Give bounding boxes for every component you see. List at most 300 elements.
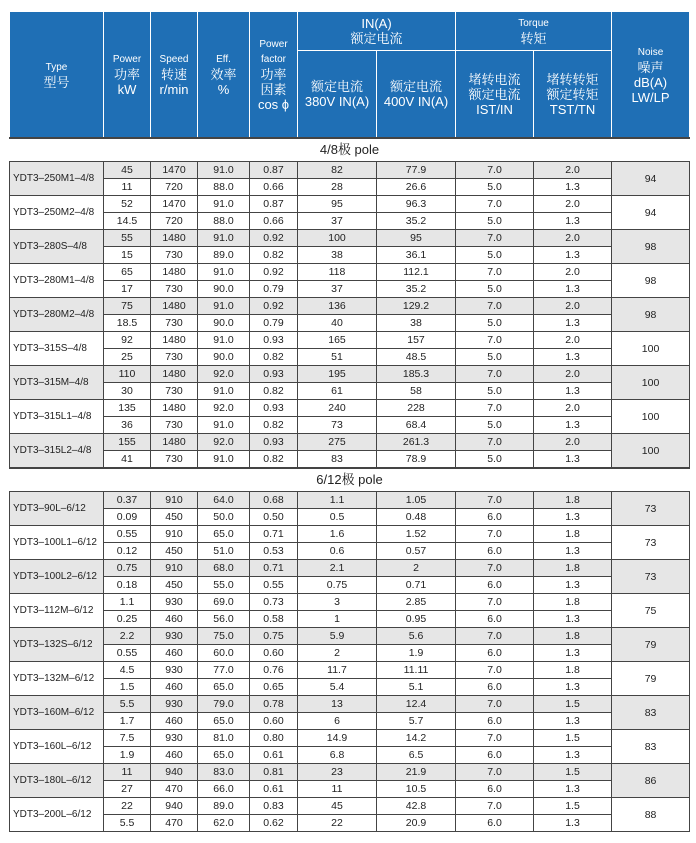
- power-factor-cell: 0.92: [250, 298, 298, 315]
- efficiency-cell: 92.0: [198, 400, 250, 417]
- power-factor-cell: 0.82: [250, 417, 298, 434]
- current-400v-cell: 2: [377, 560, 456, 577]
- speed-cell: 1480: [151, 264, 198, 281]
- current-380v-cell: 5.9: [298, 628, 377, 645]
- efficiency-cell: 91.0: [198, 417, 250, 434]
- current-380v-cell: 40: [298, 315, 377, 332]
- speed-cell: 1480: [151, 434, 198, 451]
- efficiency-cell: 91.0: [198, 332, 250, 349]
- tst-ratio-cell: 1.3: [534, 451, 612, 469]
- tst-ratio-cell: 2.0: [534, 298, 612, 315]
- power-cell: 0.75: [104, 560, 151, 577]
- header-rated-current: IN(A) 额定电流: [298, 12, 456, 51]
- tst-ratio-cell: 1.3: [534, 281, 612, 298]
- table-row: [10, 543, 690, 560]
- table-row: [10, 383, 690, 400]
- power-cell: 5.5: [104, 696, 151, 713]
- efficiency-cell: 91.0: [198, 298, 250, 315]
- tst-ratio-cell: 1.8: [534, 492, 612, 509]
- speed-cell: 930: [151, 730, 198, 747]
- power-factor-cell: 0.61: [250, 747, 298, 764]
- speed-cell: 930: [151, 628, 198, 645]
- current-380v-cell: 100: [298, 230, 377, 247]
- tst-ratio-cell: 1.3: [534, 179, 612, 196]
- noise-cell: 98: [612, 264, 690, 298]
- table-row: [10, 611, 690, 628]
- current-380v-cell: 45: [298, 798, 377, 815]
- tst-ratio-cell: 1.3: [534, 417, 612, 434]
- tst-ratio-cell: 1.8: [534, 526, 612, 543]
- model-type: YDT3–180L–6/12: [10, 764, 104, 798]
- efficiency-cell: 90.0: [198, 315, 250, 332]
- table-row: [10, 451, 690, 469]
- model-type: YDT3–160L–6/12: [10, 730, 104, 764]
- power-factor-cell: 0.82: [250, 383, 298, 400]
- table-row: [10, 662, 690, 679]
- current-400v-cell: 96.3: [377, 196, 456, 213]
- current-380v-cell: 118: [298, 264, 377, 281]
- power-factor-cell: 0.79: [250, 315, 298, 332]
- speed-cell: 940: [151, 764, 198, 781]
- power-cell: 41: [104, 451, 151, 469]
- ist-ratio-cell: 7.0: [456, 332, 534, 349]
- noise-cell: 94: [612, 196, 690, 230]
- current-380v-cell: 136: [298, 298, 377, 315]
- model-type: YDT3–132M–6/12: [10, 662, 104, 696]
- speed-cell: 930: [151, 662, 198, 679]
- current-380v-cell: 5.4: [298, 679, 377, 696]
- noise-cell: 100: [612, 366, 690, 400]
- power-cell: 18.5: [104, 315, 151, 332]
- tst-ratio-cell: 2.0: [534, 230, 612, 247]
- header-locked-torque-ratio: 堵转转矩 额定转矩 TST/TN: [534, 51, 612, 139]
- current-380v-cell: 195: [298, 366, 377, 383]
- speed-cell: 1470: [151, 196, 198, 213]
- ist-ratio-cell: 6.0: [456, 815, 534, 832]
- motor-spec-sheet: [9, 11, 689, 832]
- current-380v-cell: 1.6: [298, 526, 377, 543]
- current-380v-cell: 1: [298, 611, 377, 628]
- tst-ratio-cell: 2.0: [534, 162, 612, 179]
- power-cell: 0.25: [104, 611, 151, 628]
- tst-ratio-cell: 2.0: [534, 196, 612, 213]
- power-factor-cell: 0.87: [250, 162, 298, 179]
- power-factor-cell: 0.60: [250, 645, 298, 662]
- power-factor-cell: 0.62: [250, 815, 298, 832]
- ist-ratio-cell: 6.0: [456, 509, 534, 526]
- power-cell: 5.5: [104, 815, 151, 832]
- table-row: [10, 747, 690, 764]
- table-row: [10, 247, 690, 264]
- efficiency-cell: 65.0: [198, 679, 250, 696]
- tst-ratio-cell: 1.8: [534, 594, 612, 611]
- power-factor-cell: 0.92: [250, 230, 298, 247]
- current-380v-cell: 3: [298, 594, 377, 611]
- current-380v-cell: 6: [298, 713, 377, 730]
- tst-ratio-cell: 1.3: [534, 509, 612, 526]
- current-400v-cell: 48.5: [377, 349, 456, 366]
- noise-cell: 83: [612, 730, 690, 764]
- current-380v-cell: 82: [298, 162, 377, 179]
- noise-cell: 100: [612, 400, 690, 434]
- current-400v-cell: 12.4: [377, 696, 456, 713]
- tst-ratio-cell: 1.8: [534, 662, 612, 679]
- current-400v-cell: 14.2: [377, 730, 456, 747]
- current-380v-cell: 37: [298, 213, 377, 230]
- current-380v-cell: 61: [298, 383, 377, 400]
- efficiency-cell: 62.0: [198, 815, 250, 832]
- section-header-row: [10, 468, 690, 492]
- table-row: [10, 764, 690, 781]
- power-factor-cell: 0.58: [250, 611, 298, 628]
- power-cell: 14.5: [104, 213, 151, 230]
- current-380v-cell: 95: [298, 196, 377, 213]
- current-400v-cell: 1.05: [377, 492, 456, 509]
- noise-cell: 73: [612, 492, 690, 526]
- efficiency-cell: 88.0: [198, 179, 250, 196]
- speed-cell: 1480: [151, 366, 198, 383]
- table-row: [10, 526, 690, 543]
- efficiency-cell: 56.0: [198, 611, 250, 628]
- speed-cell: 910: [151, 526, 198, 543]
- current-400v-cell: 58: [377, 383, 456, 400]
- ist-ratio-cell: 7.0: [456, 662, 534, 679]
- header-torque: Torque 转矩: [456, 12, 612, 51]
- power-cell: 155: [104, 434, 151, 451]
- current-380v-cell: 2.1: [298, 560, 377, 577]
- efficiency-cell: 91.0: [198, 451, 250, 469]
- power-cell: 36: [104, 417, 151, 434]
- power-cell: 92: [104, 332, 151, 349]
- current-400v-cell: 157: [377, 332, 456, 349]
- speed-cell: 460: [151, 611, 198, 628]
- noise-cell: 79: [612, 628, 690, 662]
- current-400v-cell: 228: [377, 400, 456, 417]
- power-cell: 11: [104, 764, 151, 781]
- current-380v-cell: 38: [298, 247, 377, 264]
- table-row: [10, 815, 690, 832]
- power-factor-cell: 0.71: [250, 526, 298, 543]
- speed-cell: 730: [151, 383, 198, 400]
- motor-spec-table: [9, 11, 690, 832]
- efficiency-cell: 50.0: [198, 509, 250, 526]
- current-380v-cell: 37: [298, 281, 377, 298]
- noise-cell: 75: [612, 594, 690, 628]
- speed-cell: 1480: [151, 230, 198, 247]
- tst-ratio-cell: 1.5: [534, 696, 612, 713]
- power-factor-cell: 0.75: [250, 628, 298, 645]
- tst-ratio-cell: 1.3: [534, 543, 612, 560]
- model-type: YDT3–200L–6/12: [10, 798, 104, 832]
- speed-cell: 730: [151, 281, 198, 298]
- power-cell: 1.5: [104, 679, 151, 696]
- power-factor-cell: 0.50: [250, 509, 298, 526]
- model-type: YDT3–315L2–4/8: [10, 434, 104, 469]
- current-380v-cell: 6.8: [298, 747, 377, 764]
- header-current-400v: 额定电流 400V IN(A): [377, 51, 456, 139]
- ist-ratio-cell: 7.0: [456, 400, 534, 417]
- current-380v-cell: 0.6: [298, 543, 377, 560]
- efficiency-cell: 65.0: [198, 526, 250, 543]
- power-factor-cell: 0.87: [250, 196, 298, 213]
- noise-cell: 88: [612, 798, 690, 832]
- speed-cell: 930: [151, 696, 198, 713]
- model-type: YDT3–160M–6/12: [10, 696, 104, 730]
- table-row: [10, 179, 690, 196]
- model-type: YDT3–112M–6/12: [10, 594, 104, 628]
- current-400v-cell: 38: [377, 315, 456, 332]
- speed-cell: 720: [151, 213, 198, 230]
- speed-cell: 730: [151, 315, 198, 332]
- speed-cell: 470: [151, 815, 198, 832]
- power-factor-cell: 0.73: [250, 594, 298, 611]
- power-cell: 0.37: [104, 492, 151, 509]
- ist-ratio-cell: 5.0: [456, 213, 534, 230]
- power-factor-cell: 0.68: [250, 492, 298, 509]
- tst-ratio-cell: 1.3: [534, 213, 612, 230]
- ist-ratio-cell: 5.0: [456, 179, 534, 196]
- tst-ratio-cell: 1.3: [534, 349, 612, 366]
- ist-ratio-cell: 7.0: [456, 298, 534, 315]
- current-380v-cell: 240: [298, 400, 377, 417]
- current-380v-cell: 73: [298, 417, 377, 434]
- current-400v-cell: 112.1: [377, 264, 456, 281]
- section-title: 4/8极 pole: [10, 138, 690, 162]
- current-400v-cell: 6.5: [377, 747, 456, 764]
- tst-ratio-cell: 2.0: [534, 434, 612, 451]
- power-cell: 135: [104, 400, 151, 417]
- header-power-factor: Power factor 功率 因素 cos ϕ: [250, 12, 298, 139]
- efficiency-cell: 51.0: [198, 543, 250, 560]
- efficiency-cell: 64.0: [198, 492, 250, 509]
- current-400v-cell: 68.4: [377, 417, 456, 434]
- current-400v-cell: 261.3: [377, 434, 456, 451]
- tst-ratio-cell: 1.3: [534, 815, 612, 832]
- ist-ratio-cell: 6.0: [456, 679, 534, 696]
- speed-cell: 470: [151, 781, 198, 798]
- table-row: [10, 781, 690, 798]
- power-cell: 2.2: [104, 628, 151, 645]
- noise-cell: 73: [612, 526, 690, 560]
- power-cell: 4.5: [104, 662, 151, 679]
- current-380v-cell: 0.5: [298, 509, 377, 526]
- current-400v-cell: 36.1: [377, 247, 456, 264]
- current-400v-cell: 42.8: [377, 798, 456, 815]
- power-cell: 65: [104, 264, 151, 281]
- current-380v-cell: 22: [298, 815, 377, 832]
- speed-cell: 450: [151, 509, 198, 526]
- efficiency-cell: 89.0: [198, 798, 250, 815]
- table-row: [10, 577, 690, 594]
- power-factor-cell: 0.66: [250, 213, 298, 230]
- speed-cell: 460: [151, 679, 198, 696]
- efficiency-cell: 66.0: [198, 781, 250, 798]
- header-noise: Noise 噪声 dB(A) LW/LP: [612, 12, 690, 139]
- ist-ratio-cell: 5.0: [456, 315, 534, 332]
- current-400v-cell: 1.52: [377, 526, 456, 543]
- efficiency-cell: 77.0: [198, 662, 250, 679]
- noise-cell: 73: [612, 560, 690, 594]
- current-400v-cell: 95: [377, 230, 456, 247]
- power-cell: 0.55: [104, 645, 151, 662]
- table-row: [10, 594, 690, 611]
- table-row: [10, 315, 690, 332]
- current-380v-cell: 13: [298, 696, 377, 713]
- current-400v-cell: 21.9: [377, 764, 456, 781]
- current-400v-cell: 11.11: [377, 662, 456, 679]
- noise-cell: 86: [612, 764, 690, 798]
- power-cell: 1.7: [104, 713, 151, 730]
- ist-ratio-cell: 5.0: [456, 247, 534, 264]
- efficiency-cell: 92.0: [198, 434, 250, 451]
- table-row: [10, 400, 690, 417]
- header-current-380v: 额定电流 380V IN(A): [298, 51, 377, 139]
- power-cell: 0.09: [104, 509, 151, 526]
- efficiency-cell: 60.0: [198, 645, 250, 662]
- table-row: [10, 281, 690, 298]
- tst-ratio-cell: 1.3: [534, 383, 612, 400]
- power-cell: 22: [104, 798, 151, 815]
- current-380v-cell: 2: [298, 645, 377, 662]
- ist-ratio-cell: 5.0: [456, 349, 534, 366]
- power-cell: 30: [104, 383, 151, 400]
- table-row: [10, 417, 690, 434]
- efficiency-cell: 75.0: [198, 628, 250, 645]
- power-factor-cell: 0.80: [250, 730, 298, 747]
- power-cell: 0.12: [104, 543, 151, 560]
- power-cell: 7.5: [104, 730, 151, 747]
- power-factor-cell: 0.53: [250, 543, 298, 560]
- table-row: [10, 696, 690, 713]
- current-400v-cell: 35.2: [377, 281, 456, 298]
- current-400v-cell: 26.6: [377, 179, 456, 196]
- efficiency-cell: 88.0: [198, 213, 250, 230]
- tst-ratio-cell: 1.3: [534, 315, 612, 332]
- current-400v-cell: 129.2: [377, 298, 456, 315]
- power-cell: 25: [104, 349, 151, 366]
- current-400v-cell: 5.7: [377, 713, 456, 730]
- tst-ratio-cell: 1.3: [534, 247, 612, 264]
- table-row: [10, 645, 690, 662]
- tst-ratio-cell: 1.3: [534, 781, 612, 798]
- power-factor-cell: 0.82: [250, 451, 298, 469]
- power-factor-cell: 0.78: [250, 696, 298, 713]
- power-cell: 11: [104, 179, 151, 196]
- tst-ratio-cell: 1.3: [534, 645, 612, 662]
- model-type: YDT3–250M2–4/8: [10, 196, 104, 230]
- efficiency-cell: 65.0: [198, 747, 250, 764]
- efficiency-cell: 69.0: [198, 594, 250, 611]
- model-type: YDT3–280M2–4/8: [10, 298, 104, 332]
- table-row: [10, 196, 690, 213]
- ist-ratio-cell: 7.0: [456, 492, 534, 509]
- speed-cell: 450: [151, 543, 198, 560]
- table-row: [10, 628, 690, 645]
- power-cell: 1.9: [104, 747, 151, 764]
- model-type: YDT3–315L1–4/8: [10, 400, 104, 434]
- current-400v-cell: 1.9: [377, 645, 456, 662]
- tst-ratio-cell: 1.5: [534, 798, 612, 815]
- current-400v-cell: 5.1: [377, 679, 456, 696]
- power-factor-cell: 0.76: [250, 662, 298, 679]
- current-400v-cell: 2.85: [377, 594, 456, 611]
- ist-ratio-cell: 7.0: [456, 560, 534, 577]
- power-cell: 1.1: [104, 594, 151, 611]
- model-type: YDT3–100L2–6/12: [10, 560, 104, 594]
- ist-ratio-cell: 7.0: [456, 628, 534, 645]
- noise-cell: 94: [612, 162, 690, 196]
- power-cell: 55: [104, 230, 151, 247]
- efficiency-cell: 91.0: [198, 196, 250, 213]
- ist-ratio-cell: 5.0: [456, 451, 534, 469]
- power-cell: 0.18: [104, 577, 151, 594]
- current-380v-cell: 51: [298, 349, 377, 366]
- table-row: [10, 213, 690, 230]
- efficiency-cell: 91.0: [198, 264, 250, 281]
- current-380v-cell: 1.1: [298, 492, 377, 509]
- header-type: Type 型号: [10, 12, 104, 139]
- power-factor-cell: 0.93: [250, 400, 298, 417]
- noise-cell: 83: [612, 696, 690, 730]
- power-factor-cell: 0.55: [250, 577, 298, 594]
- power-factor-cell: 0.79: [250, 281, 298, 298]
- efficiency-cell: 90.0: [198, 281, 250, 298]
- table-row: [10, 230, 690, 247]
- power-factor-cell: 0.82: [250, 247, 298, 264]
- efficiency-cell: 68.0: [198, 560, 250, 577]
- tst-ratio-cell: 1.3: [534, 679, 612, 696]
- table-row: [10, 162, 690, 179]
- current-400v-cell: 78.9: [377, 451, 456, 469]
- table-row: [10, 264, 690, 281]
- table-row: [10, 332, 690, 349]
- table-row: [10, 560, 690, 577]
- model-type: YDT3–100L1–6/12: [10, 526, 104, 560]
- power-factor-cell: 0.81: [250, 764, 298, 781]
- current-380v-cell: 83: [298, 451, 377, 469]
- ist-ratio-cell: 6.0: [456, 781, 534, 798]
- power-factor-cell: 0.82: [250, 349, 298, 366]
- current-380v-cell: 275: [298, 434, 377, 451]
- power-factor-cell: 0.71: [250, 560, 298, 577]
- efficiency-cell: 65.0: [198, 713, 250, 730]
- power-factor-cell: 0.65: [250, 679, 298, 696]
- tst-ratio-cell: 2.0: [534, 332, 612, 349]
- ist-ratio-cell: 7.0: [456, 230, 534, 247]
- power-factor-cell: 0.92: [250, 264, 298, 281]
- tst-ratio-cell: 2.0: [534, 264, 612, 281]
- current-400v-cell: 5.6: [377, 628, 456, 645]
- power-cell: 27: [104, 781, 151, 798]
- current-380v-cell: 23: [298, 764, 377, 781]
- ist-ratio-cell: 6.0: [456, 577, 534, 594]
- table-row: [10, 492, 690, 509]
- ist-ratio-cell: 7.0: [456, 162, 534, 179]
- noise-cell: 100: [612, 434, 690, 469]
- ist-ratio-cell: 6.0: [456, 713, 534, 730]
- model-type: YDT3–90L–6/12: [10, 492, 104, 526]
- ist-ratio-cell: 6.0: [456, 543, 534, 560]
- ist-ratio-cell: 7.0: [456, 526, 534, 543]
- tst-ratio-cell: 2.0: [534, 400, 612, 417]
- speed-cell: 1470: [151, 162, 198, 179]
- tst-ratio-cell: 1.8: [534, 628, 612, 645]
- model-type: YDT3–315S–4/8: [10, 332, 104, 366]
- speed-cell: 910: [151, 492, 198, 509]
- noise-cell: 79: [612, 662, 690, 696]
- noise-cell: 98: [612, 230, 690, 264]
- ist-ratio-cell: 7.0: [456, 196, 534, 213]
